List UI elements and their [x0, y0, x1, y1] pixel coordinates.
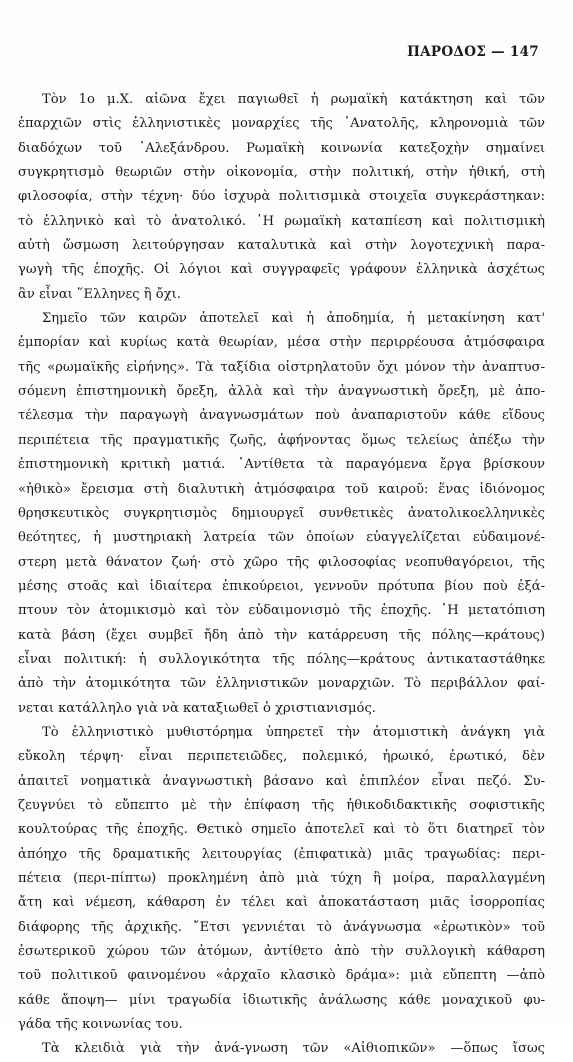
text-line: ἂν εἶναι ῞Ελληνες ἢ ὄχι. [18, 286, 181, 302]
text-line: σόμενη ἐπιστημονικὴ ὄρεξη, ἀλλὰ καὶ τὴν ἀναγνωστικὴ ὄρεξη, μὲ ἀπο- [18, 384, 545, 400]
text-line: πτουν τὸν ἀτομικισμὸ καὶ τὸν εὐδαιμονισμὸ τῆς ἐποχῆς. ῾Η μετατόπιση [18, 603, 545, 619]
text-line: ἀπὸ τὴν ἀτομικότητα τῶν ἑλληνιστικῶν μοναρχιῶν. Τὸ περιβάλλον φαί- [18, 676, 545, 692]
paragraph [18, 1037, 545, 1061]
text-line: θεότητες, ἡ μυστηριακὴ λατρεία τῶν ὁποίων εὐαγγελίζεται εὐδαιμονέ- [18, 530, 545, 546]
text-line: γάδα τῆς κοινωνίας του. [18, 1017, 183, 1033]
text-line: γωγὴ τῆς ἐποχῆς. Οἱ λόγιοι καὶ συγγραφεῖς γράφουν ἑλληνικὰ ἀσχέτως [18, 262, 545, 278]
text-line: ἐμπορίαν καὶ κυρίως κατὰ θεωρίαν, μέσα στὴν περιρρέουσα ἀτμόσφαιρα [18, 335, 545, 351]
text-line: ἐπιστημονικὴ κριτικὴ ματιά. ᾿Αντίθετα τὰ παραγόμενα ἔργα βρίσκουν [18, 457, 545, 473]
paragraph [18, 721, 545, 1037]
text-line: διάφορης τῆς ἀρχικῆς. ῎Ετσι γεννιέται τὸ ἀνάγνωσμα «ἐρωτικὸν» τοῦ [18, 919, 545, 935]
text-line: μέσης στοᾶς καὶ ἰδιαίτερα ἐπικούρειοι, γεννοῦν πρότυπα βίου ποὺ ἐξά- [18, 578, 545, 594]
text-line: τὸ ἑλληνικὸ καὶ τὸ ἀνατολικό. ῾Η ρωμαϊκὴ καταπίεση καὶ πολιτισμικὴ [18, 213, 545, 229]
text-line: νεται κατάλληλο γιὰ νὰ καταξιωθεῖ ὁ χριστιανισμός. [18, 700, 376, 716]
text-line: διαδόχων τοῦ ᾿Αλεξάνδρου. Ρωμαϊκὴ κοινωνία κατεξοχὴν σημαίνει [18, 140, 545, 156]
text-line: ἀπόηχο τῆς δραματικῆς λειτουργίας (ἐπιφατικὰ) μιᾶς τραγωδίας: περι- [18, 846, 545, 862]
text-line: Τὸν 1ο μ.Χ. αἰῶνα ἔχει παγιωθεῖ ἡ ρωμαϊκὴ κατάκτηση καὶ τῶν [42, 92, 545, 107]
text-line: τέλεσμα τὴν παραγωγὴ ἀναγνωσμάτων ποὺ ἀναπαριστοῦν κάθε εἴδους [18, 408, 545, 424]
text-line: συγκρητισμὸ θεωριῶν στὴν οἰκονομία, στὴν πολιτική, στὴν ἠθική, στὴ [18, 165, 545, 181]
text-line: κουλτούρας τῆς ἐποχῆς. Θετικὸ σημεῖο ἀποτελεῖ καὶ τὸ ὅτι διατηρεῖ τὸν [18, 822, 545, 838]
text-line: ἐσωτερικοῦ χώρου τῶν ἀτόμων, ἀντίθετο ἀπὸ τὴν συλλογικὴ κάθαρση [18, 944, 545, 960]
text-line: τῆς «ρωμαϊκῆς εἰρήνης». Τὰ ταξίδια οἰστρηλατοῦν ὄχι μόνον τὴν ἀναπτυσ- [18, 359, 545, 375]
paragraph [18, 307, 545, 721]
text-line: κατὰ βάση (ἔχει συμβεῖ ἤδη ἀπὸ τὴν κατάρρευση τῆς πόλης—κράτους) [18, 627, 545, 643]
text-line: θρησκευτικὸς συγκρητισμὸς δημιουργεῖ συνθετικὲς ἀνατολικοελληνικὲς [18, 505, 545, 521]
text-line: φιλοσοφία, στὴν τέχνη· δύο ἰσχυρὰ πολιτισμικὰ στοιχεῖα συγκεράστηκαν: [18, 189, 545, 205]
text-line: περιπέτεια τῆς πραγματικῆς ζωῆς, ἀφήνοντας ὅμως τελείως ἀπέξω τὴν [18, 432, 545, 448]
running-head: ΠΑΡΟΔΟΣ — 147 [407, 44, 539, 60]
text-line: αὐτὴ ὤσμωση λειτούργησαν καταλυτικὰ καὶ στὴν λογοτεχνικὴ παρα- [18, 238, 545, 254]
text-line: κάθε ἄποψη— μίνι τραγωδία ἰδιωτικῆς ἀνάλωσης κάθε μοναχικοῦ φυ- [18, 992, 545, 1008]
paragraph [18, 88, 545, 307]
text-line: ἐπαρχιῶν στὶς ἑλληνιστικὲς μοναρχίες τῆς ᾿Ανατολῆς, κληρονομιὰ τῶν [18, 116, 545, 132]
text-line: ζευγνύει τὸ εὔπεπτο μὲ τὴν ἐπίφαση τῆς ἠθικοδιδακτικῆς σοφιστικῆς [18, 797, 545, 813]
text-line: Τὰ κλειδιὰ γιὰ τὴν ἀνά-γνωση τῶν «Αἰθιοπικῶν» —ὅπως ἴσως [42, 1041, 545, 1057]
body-text [18, 88, 545, 1062]
text-line: «ἠθικὸ» ἔρεισμα στὴ διαλυτικὴ ἀτμόσφαιρα τοῦ καιροῦ: ἕνας ἰδιόνομος [18, 481, 545, 497]
text-line: εἶναι πολιτική: ἡ συλλογικότητα τῆς πόλης—κράτους ἀντικαταστάθηκε [18, 651, 545, 667]
text-line: εὔκολη τέρψη· εἶναι περιπετειῶδες, πολεμικό, ἡρωικό, ἐρωτικό, δὲν [18, 749, 545, 765]
text-line: πέτεια (περι-πίπτω) προκλημένη ἀπὸ μιὰ τύχη ἢ μοίρα, παραλλαγμένη [18, 871, 545, 886]
text-line: ἄτη καὶ νέμεση, κάθαρση ἐν τέλει καὶ ἀποκατάσταση μιᾶς ἰσορροπίας [18, 895, 545, 911]
text-line: Σημεῖο τῶν καιρῶν ἀποτελεῖ καὶ ἡ ἀποδημία, ἡ μετακίνηση κατ' [42, 311, 545, 327]
text-line: Τὸ ἑλληνιστικὸ μυθιστόρημα ὑπηρετεῖ τὴν ἀτομιστικὴ ἀνάγκη γιὰ [42, 724, 545, 740]
text-line: τοῦ πολιτικοῦ φαινομένου «ἀρχαῖο κλασικὸ δράμα»: μιὰ εὔπεπτη —ἀπὸ [18, 968, 545, 984]
text-line: στερη μετὰ θάνατον ζωή· στὸ χῶρο τῆς φιλοσοφίας νεοπυθαγόρειοι, τῆς [18, 554, 545, 570]
text-line: ἀπαιτεῖ νοηματικὰ ἀναγνωστικὴ βάσανο καὶ ἐπιπλέον εἶναι πεζό. Συ- [18, 773, 545, 789]
